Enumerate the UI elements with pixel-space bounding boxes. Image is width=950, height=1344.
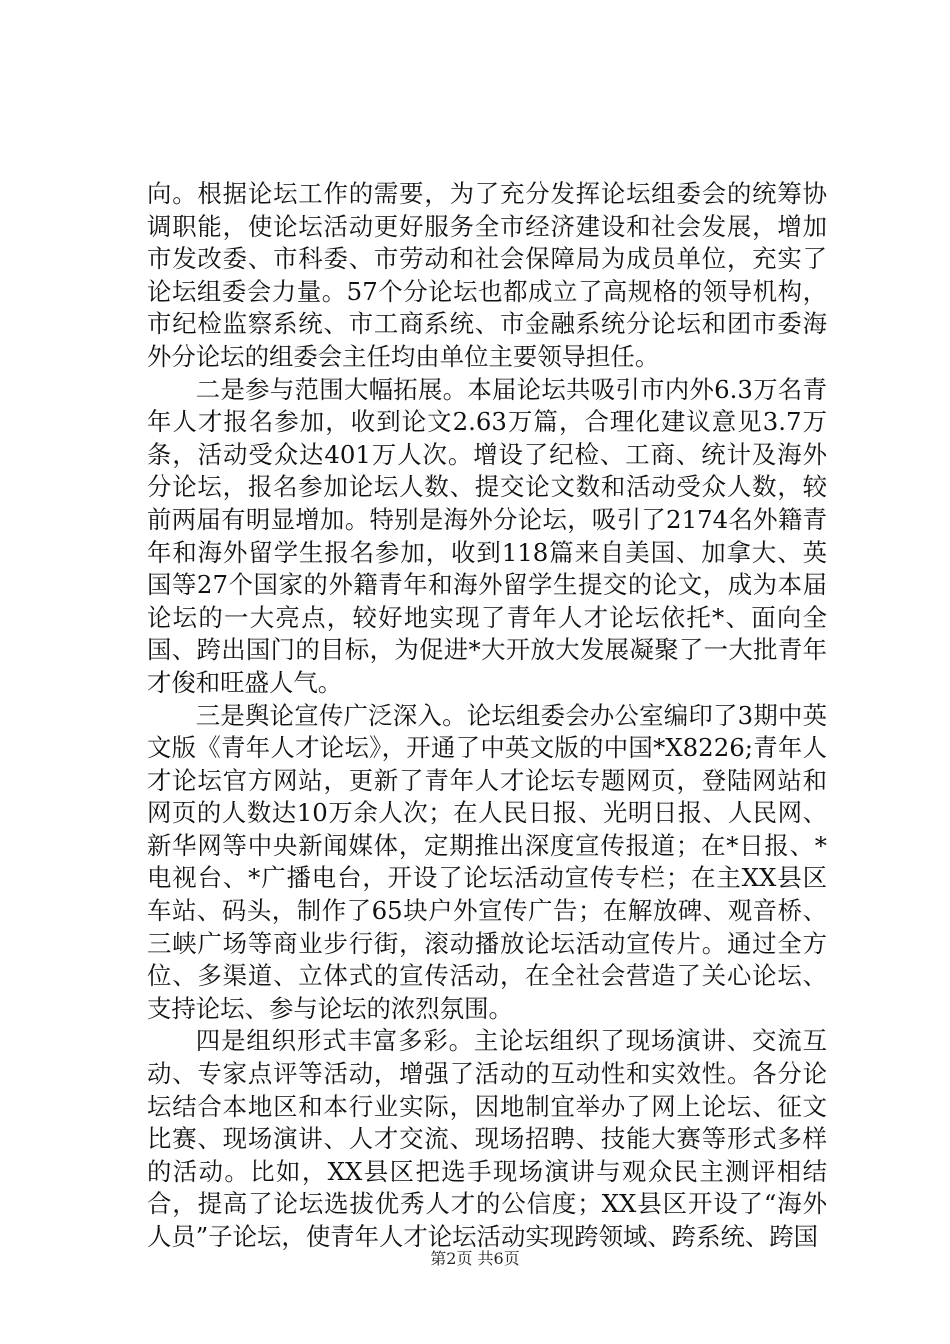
document-body — [147, 178, 827, 1254]
paragraph-organization: 四是组织形式丰富多彩。主论坛组织了现场演讲、交流互动、专家点评等活动，增强了活动的互动性和实效性。各分论坛结合本地区和本行业实际，因地制宜举办了网上论坛、征文比赛、现场演讲、人才交流、现场招聘、技能大赛等形式多样的活动。比如，XX县区把选手现场演讲与观众民主测评相结合，提高了论坛选拔优秀人才的公信度；XX县区开设了“海外人员”子论坛，使青年人才论坛活动实现跨领域、跨系统、跨国 — [147, 1026, 827, 1251]
paragraph-participation: 二是参与范围大幅拓展。本届论坛共吸引市内外6.3万名青年人才报名参加，收到论文2.63万篇，合理化建议意见3.7万条，活动受众达401万人次。增设了纪检、工商、统计及海外分论坛，报名参加论坛人数、提交论文数和活动受众人数，较前两届有明显增加。特别是海外分论坛，吸引了2174名外籍青年和海外留学生报名参加，收到118篇来自美国、加拿大、英国等27个国家的外籍青年和海外留学生提交的论文，成为本届论坛的一大亮点，较好地实现了青年人才论坛依托*、面向全国、跨出国门的目标，为促进*大开放大发展凝聚了一大批青年才俊和旺盛人气。 — [147, 374, 827, 697]
page-footer: 第2页 共6页 — [430, 1249, 520, 1268]
paragraph-publicity: 三是舆论宣传广泛深入。论坛组委会办公室编印了3期中英文版《青年人才论坛》，开通了中英文版的中国*X8226;青年人才论坛官方网站，更新了青年人才论坛专题网页，登陆网站和网页的人数达10万余人次；在人民日报、光明日报、人民网、新华网等中央新闻媒体，定期推出深度宣传报道；在*日报、*电视台、*广播电台，开设了论坛活动宣传专栏；在主XX县区车站、码头，制作了65块户外宣传广告；在解放碑、观音桥、三峡广场等商业步行街，滚动播放论坛活动宣传片。通过全方位、多渠道、立体式的宣传活动，在全社会营造了关心论坛、支持论坛、参与论坛的浓烈氛围。 — [147, 700, 827, 1023]
paragraph-continuation: 向。根据论坛工作的需要，为了充分发挥论坛组委会的统筹协调职能，使论坛活动更好服务全市经济建设和社会发展，增加市发改委、市科委、市劳动和社会保障局为成员单位，充实了论坛组委会力量。57个分论坛也都成立了高规格的领导机构，市纪检监察系统、市工商系统、市金融系统分论坛和团市委海外分论坛的组委会主任均由单位主要领导担任。 — [147, 179, 827, 371]
